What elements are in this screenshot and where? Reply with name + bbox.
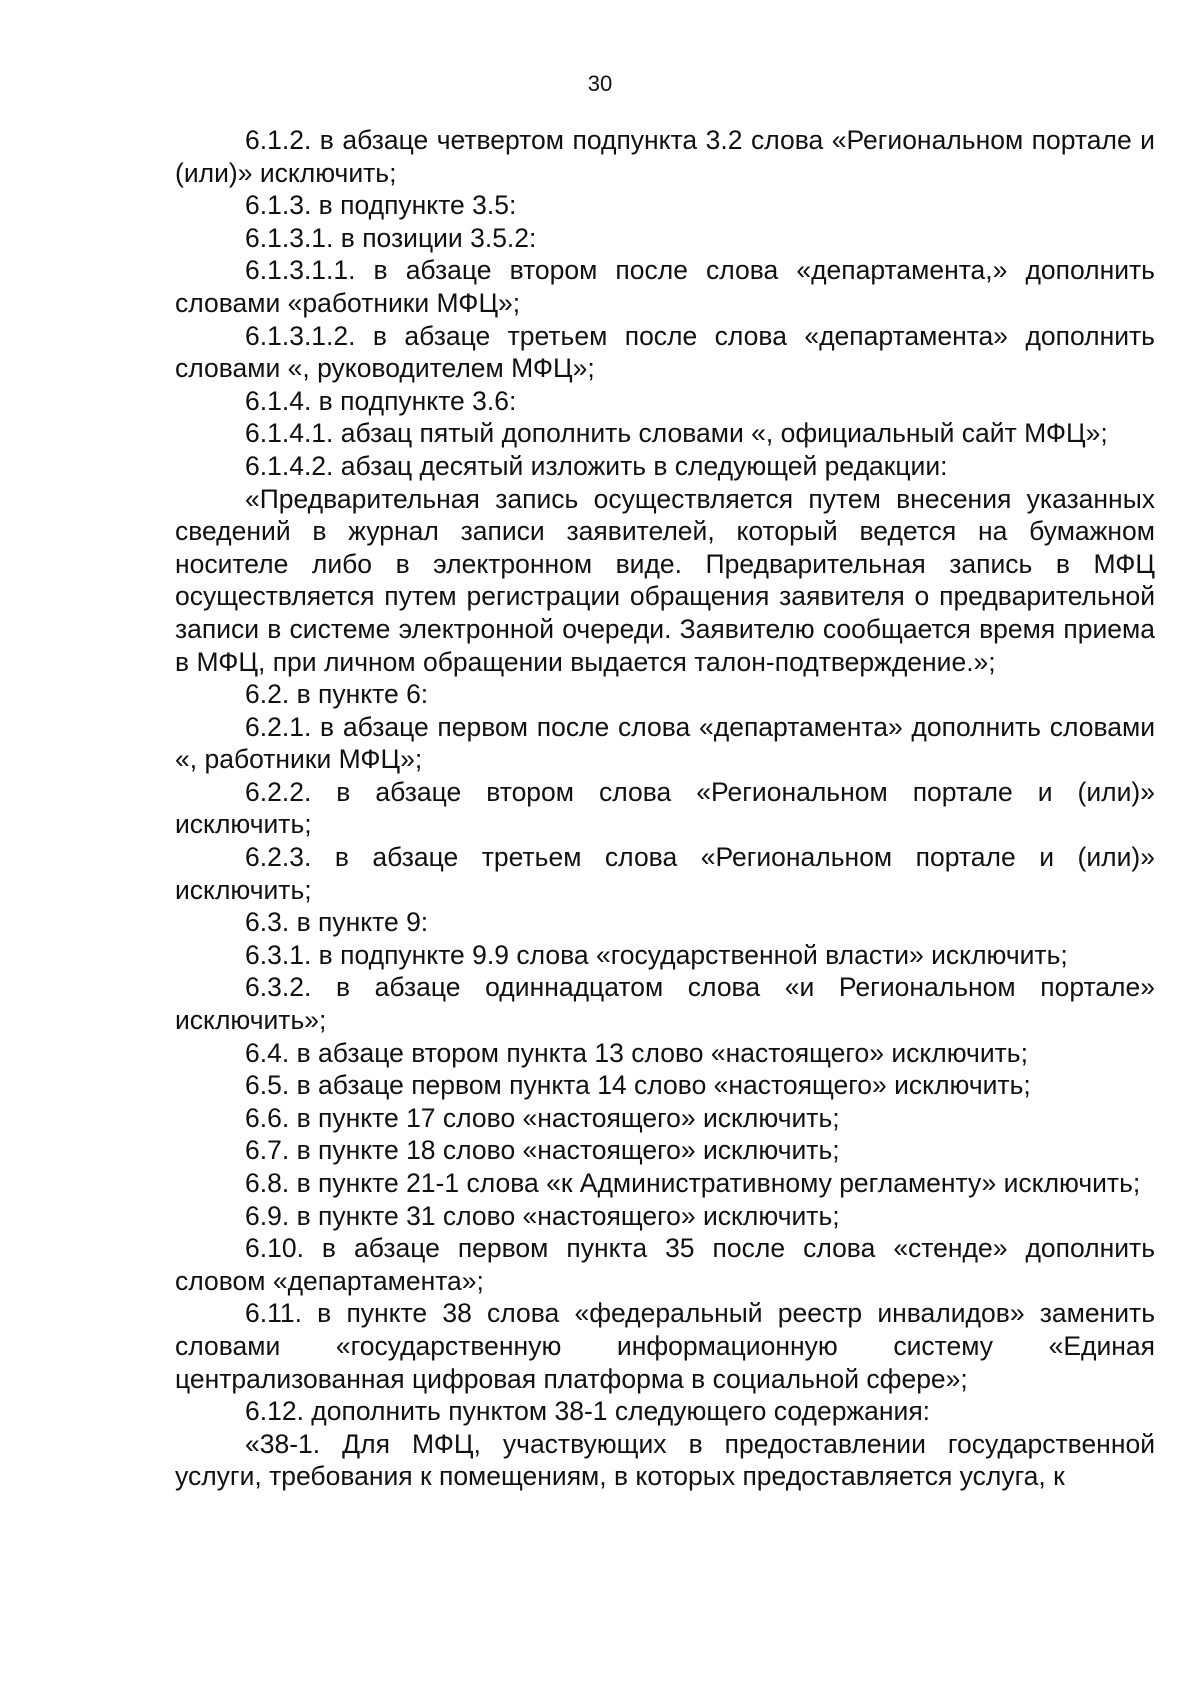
paragraph: 6.5. в абзаце первом пункта 14 слово «настоящего» исключить; xyxy=(245,1070,1031,1101)
paragraph: 6.2. в пункте 6: xyxy=(245,679,429,710)
paragraph: 6.9. в пункте 31 слово «настоящего» исключить; xyxy=(245,1200,840,1231)
paragraph: 6.3.1. в подпункте 9.9 слова «государственной власти» исключить; xyxy=(245,939,1068,970)
paragraph: 6.1.3.1.1. в абзаце втором после слова «департамента,» дополнить словами «работники МФЦ»; xyxy=(175,255,1155,318)
document-body xyxy=(175,124,1155,1493)
page-number: 30 xyxy=(587,71,613,96)
paragraph: 6.3.2. в абзаце одиннадцатом слова «и Региональном портале» исключить»; xyxy=(175,972,1155,1036)
paragraph: «38-1. Для МФЦ, участвующих в предоставлении государственной услуги, требования к помещениям, в которых предоставляется услуга, к xyxy=(175,1428,1155,1492)
paragraph: 6.3. в пункте 9: xyxy=(245,907,429,938)
paragraph: 6.12. дополнить пунктом 38-1 следующего содержания: xyxy=(245,1396,931,1427)
paragraph: 6.7. в пункте 18 слово «настоящего» исключить; xyxy=(245,1135,840,1166)
paragraph: 6.1.2. в абзаце четвертом подпункта 3.2 слова «Региональном портале и (или)» исключить; xyxy=(175,125,1155,188)
paragraph: 6.1.3.1.2. в абзаце третьем после слова «департамента» дополнить словами «, руководителем МФЦ»; xyxy=(175,320,1155,384)
paragraph: 6.1.3. в подпункте 3.5: xyxy=(245,190,517,221)
paragraph: 6.1.4. в подпункте 3.6: xyxy=(245,385,517,416)
paragraph: 6.2.1. в абзаце первом после слова «департамента» дополнить словами «, работники МФЦ»; xyxy=(175,711,1155,775)
paragraph: 6.4. в абзаце втором пункта 13 слово «настоящего» исключить; xyxy=(245,1037,1028,1068)
paragraph: 6.10. в абзаце первом пункта 35 после слова «стенде» дополнить словом «департамента»; xyxy=(175,1233,1155,1296)
paragraph: 6.1.4.1. абзац пятый дополнить словами «, официальный сайт МФЦ»; xyxy=(245,418,1108,449)
paragraph: 6.11. в пункте 38 слова «федеральный реестр инвалидов» заменить словами «государственную информационную систему «Единая централизованная цифровая платформа в социальной сфере»; xyxy=(175,1298,1155,1394)
paragraph: 6.6. в пункте 17 слово «настоящего» исключить; xyxy=(245,1102,840,1133)
paragraph: 6.2.2. в абзаце втором слова «Региональном портале и (или)» исключить; xyxy=(175,776,1155,840)
paragraph: 6.1.3.1. в позиции 3.5.2: xyxy=(245,222,537,253)
paragraph: 6.2.3. в абзаце третьем слова «Региональном портале и (или)» исключить; xyxy=(175,842,1155,905)
paragraph: «Предварительная запись осуществляется путем внесения указанных сведений в журнал записи заявителей, который ведется на бумажном носителе либо в электронном виде. Предварительная запись в МФЦ осуществляется путем регистрации обращения заявителя о предварительной записи в системе электронной очереди. Заявителю сообщается время приема в МФЦ, при личном обращении выдается талон-подтверждение.»; xyxy=(175,483,1155,677)
paragraph: 6.1.4.2. абзац десятый изложить в следующей редакции: xyxy=(245,450,948,481)
paragraph: 6.8. в пункте 21-1 слова «к Административному регламенту» исключить; xyxy=(245,1168,1141,1198)
